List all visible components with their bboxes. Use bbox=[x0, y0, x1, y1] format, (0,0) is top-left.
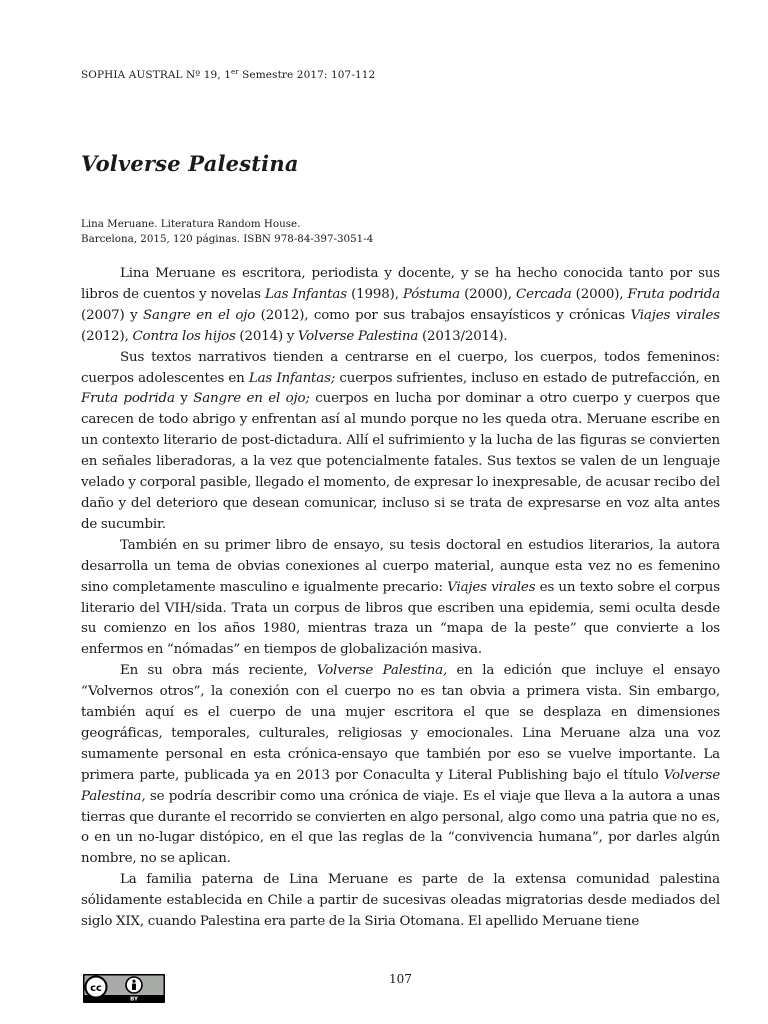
cc-letters: cc bbox=[90, 983, 102, 994]
body-paragraph bbox=[81, 536, 720, 661]
journal-header-superscript: er bbox=[231, 68, 239, 76]
italic-title-run: Cercada bbox=[515, 286, 572, 302]
text-run: (1998), bbox=[346, 286, 403, 302]
text-run: (2014) y bbox=[235, 328, 298, 344]
italic-title-run: Fruta podrida bbox=[627, 286, 720, 302]
text-run: La familia paterna de Lina Meruane es parte de la extensa comunidad palestina sólidamente establecida en Chile a partir de sucesivas oleadas migratorias desde mediados del siglo XIX, cuando Palestina era parte de la Siria Otomana. El apellido Meruane tiene bbox=[81, 872, 720, 930]
italic-title-run: Póstuma bbox=[402, 286, 460, 302]
article-body bbox=[81, 264, 720, 940]
italic-title-run: Contra los hijos bbox=[132, 328, 236, 344]
text-run: En su obra más reciente, bbox=[120, 663, 317, 679]
body-paragraph bbox=[81, 661, 720, 870]
text-run: También en su primer libro de ensayo, su tesis doctoral en estudios literarios, la autora desarrolla un tema de obvias conexiones al cuerpo material, aunque esta vez no es femenino sino completamente masculino e igualmente precario: bbox=[81, 537, 720, 595]
body-paragraph bbox=[81, 264, 720, 348]
text-run: (2000), bbox=[459, 286, 516, 302]
italic-title-run: Sangre en el ojo bbox=[143, 307, 256, 323]
article-title: Volverse Palestina bbox=[81, 151, 299, 176]
journal-header-text: SOPHIA AUSTRAL Nº 19, 1 bbox=[81, 69, 231, 81]
italic-title-run: Las Infantas; bbox=[248, 370, 336, 386]
text-run: y bbox=[174, 391, 194, 407]
italic-title-run: Fruta podrida bbox=[81, 391, 175, 407]
journal-header bbox=[81, 68, 375, 81]
italic-title-run: Volverse Palestina bbox=[297, 328, 419, 344]
text-run: es un texto sobre el corpus literario del VIH/sida. Trata un corpus de libros que escriben una epidemia, semi oculta desde su comienzo en los años 1980, mientras traza un “mapa de la peste” que convierte a los enfermos en “nómadas” en tiempos de globalización masiva. bbox=[81, 579, 720, 658]
text-run: (2013/2014). bbox=[418, 328, 508, 344]
text-run: se podría describir como una crónica de viaje. Es el viaje que lleva a la autora a unas tierras que durante el recorrido se convierten en algo personal, algo como una patria que no es, o en un no-lugar distópico, en el que las reglas de la “convivencia humana”, por darles algún nombre, no se aplican. bbox=[81, 788, 720, 867]
text-run: (2012), como por sus trabajos ensayísticos y crónicas bbox=[255, 307, 631, 323]
text-run: (2000), bbox=[571, 286, 628, 302]
body-paragraph bbox=[81, 870, 720, 933]
italic-title-run: Las Infantas bbox=[265, 286, 347, 302]
reference-line-author: Lina Meruane. Literatura Random House. bbox=[81, 218, 301, 230]
text-run: (2012), bbox=[81, 328, 133, 344]
body-paragraph bbox=[81, 348, 720, 536]
book-reference bbox=[81, 217, 373, 247]
italic-title-run: Viajes virales bbox=[447, 579, 536, 595]
italic-title-run: Sangre en el ojo; bbox=[193, 391, 310, 407]
text-run: (2007) y bbox=[81, 307, 143, 323]
text-run: cuerpos sufrientes, incluso en estado de putrefacción, en bbox=[335, 370, 720, 386]
text-run: Lina Meruane es escritora, periodista y docente, y se ha hecho conocida tanto por sus libros de cuentos y novelas bbox=[81, 266, 720, 302]
italic-title-run: Volverse Palestina, bbox=[316, 663, 448, 679]
italic-title-run: Volverse Palestina, bbox=[81, 767, 720, 804]
by-label: BY bbox=[130, 996, 138, 1003]
by-person-head bbox=[132, 980, 135, 983]
journal-header-semester: Semestre 2017: 107-112 bbox=[238, 69, 376, 81]
by-person-body bbox=[132, 984, 136, 991]
text-run: cuerpos en lucha por dominar a otro cuerpo y cuerpos que carecen de todo abrigo y enfrentan así al mundo porque no les queda otra. Meruane escribe en un contexto literario de post-dictadura. Allí el sufrimiento y la lucha de las figuras se convierten en señales liberadoras, a la vez que potencialmente fatales. Sus textos se valen de un lenguaje velado y corporal pasible, llegado el momento, de expresar lo inexpresable, de acusar recibo del daño y del deterioro que desean comunicar, incluso si se trata de expresarse en voz alta antes de sucumbir. bbox=[81, 391, 720, 532]
page-number: 107 bbox=[389, 972, 412, 986]
italic-title-run: Viajes virales bbox=[630, 307, 720, 323]
text-run: en la edición que incluye el ensayo “Volvernos otros”, la conexión con el cuerpo no es tan obvia a primera vista. Sin embargo, también aquí es el cuerpo de una mujer escritora el que se desplaza en dimensiones geográficas, temporales, culturales, religiosas y emocionales. Lina Meruane alza una voz sumamente personal en esta crónica-ensayo que también por eso se vuelve importante. La primera parte, publicada ya en 2013 por Conaculta y Literal Publishing bajo el título bbox=[81, 663, 720, 783]
text-run: Sus textos narrativos tienden a centrarse en el cuerpo, los cuerpos, todos femeninos: cuerpos adolescentes en bbox=[81, 349, 720, 386]
cc-by-license-icon[interactable] bbox=[83, 974, 165, 1003]
reference-line-publication: Barcelona, 2015, 120 páginas. ISBN 978-84-397-3051-4 bbox=[81, 233, 374, 245]
